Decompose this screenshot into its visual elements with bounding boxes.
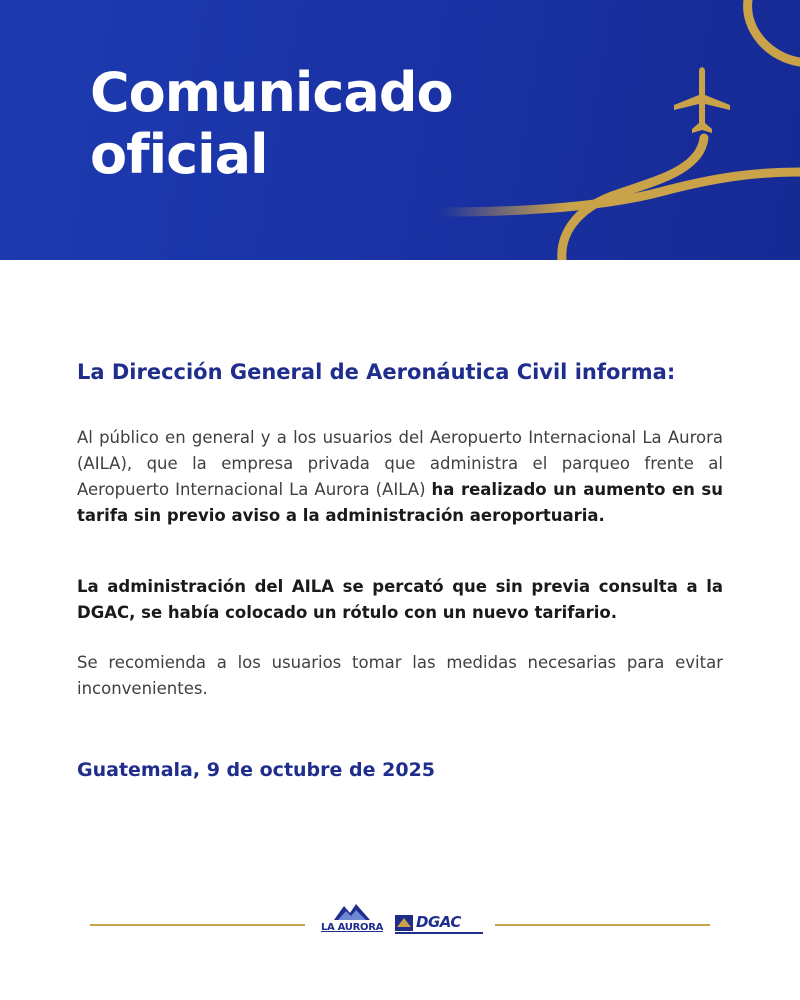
date-signoff: Guatemala, 9 de octubre de 2025: [77, 759, 436, 781]
paragraph-2: La administración del AILA se percató que sin previa consulta a la DGAC, se había colocado un rótulo con un nuevo tarifario.: [77, 577, 723, 622]
paragraph-1-text: Al público en general y a los usuarios del Aeropuerto Internacional La Aurora (AILA), que la empresa privada que administra el parqueo frente al Aeropuerto Internacional La Aurora (AILA): [77, 428, 723, 499]
footer-divider-left: [90, 924, 305, 926]
announcement-heading: La Dirección General de Aeronáutica Civil informa:: [77, 360, 676, 384]
dgac-logo-text: DGAC: [416, 913, 461, 931]
header-banner: [0, 0, 800, 260]
page-title: [90, 62, 453, 186]
la-aurora-logo-text: LA AURORA: [320, 922, 384, 933]
title-line-1: Comunicado: [90, 61, 453, 124]
airplane-icon: [674, 67, 730, 133]
footer-divider-right: [495, 924, 710, 926]
paragraph-1-bold-text: ha realizado un aumento en su tarifa sin previo aviso a la administración aeroportuaria.: [77, 480, 724, 525]
paragraph-1: [77, 425, 723, 529]
paragraph-3: Se recomienda a los usuarios tomar las medidas necesarias para evitar inconvenientes.: [77, 653, 723, 698]
title-line-2: oficial: [90, 123, 268, 186]
